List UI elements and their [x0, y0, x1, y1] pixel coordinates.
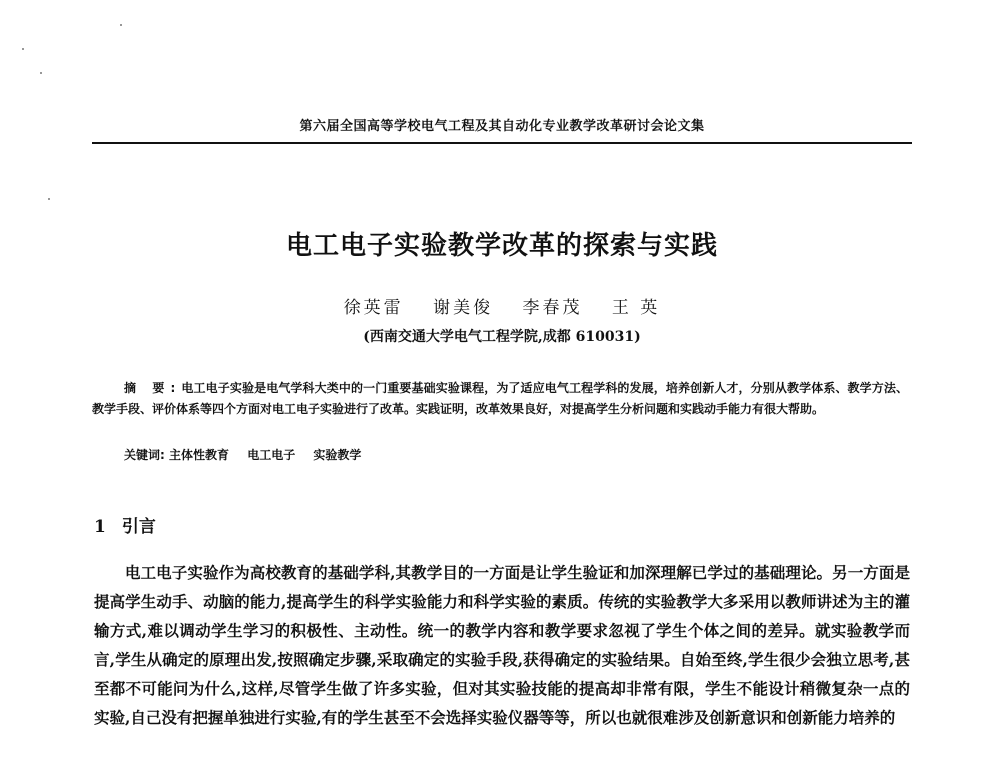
section-heading — [94, 515, 156, 539]
paper-title: 电工电子实验教学改革的探索与实践 — [285, 231, 718, 261]
abstract-text: 电工电子实验是电气学科大类中的一门重要基础实验课程，为了适应电气工程学科的发展，培养创新人才，分别从教学体系、教学方法、教学手段、评价体系等四个方面对电工电子实验进行了改革。实践证明，改革效果良好，对提高学生分析问题和实践动手能力有很大帮助。 — [92, 381, 908, 416]
author-affiliation: (西南交通大学电气工程学院,成都 610031) — [363, 329, 641, 345]
running-header: 第六届全国高等学校电气工程及其自动化专业教学改革研讨会论文集 — [92, 118, 912, 144]
keyword: 实验教学 — [313, 448, 362, 462]
author-name: 徐英雷 — [343, 298, 404, 318]
scan-speck — [22, 48, 24, 50]
section-title: 引言 — [121, 517, 156, 537]
author-name: 谢美俊 — [433, 298, 494, 318]
scan-speck — [120, 24, 122, 26]
body-paragraph: 电工电子实验作为高校教育的基础学科,其教学目的一方面是让学生验证和加深理解已学过的基础理论。另一方面是提高学生动手、动脑的能力,提高学生的科学实验能力和科学实验的素质。传统的实验教学大多采用以教师讲述为主的灌输方式,难以调动学生学习的积极性、主动性。统一的教学内容和教学要求忽视了学生个体之间的差异。就实验教学而言,学生从确定的原理出发,按照确定步骤,采取确定的实验手段,获得确定的实验结果。自始至终,学生很少会独立思考,甚至都不可能问为什么,这样,尽管学生做了许多实验，但对其实验技能的提高却非常有限，学生不能设计稍微复杂一点的实验,自己没有把握单独进行实验,有的学生甚至不会选择实验仪器等等，所以也就很难涉及创新意识和创新能力培养的 — [94, 563, 910, 727]
section-number: 1 — [94, 517, 106, 537]
abstract-label: 摘 要: — [124, 381, 182, 395]
keyword: 主体性教育 — [169, 448, 230, 462]
keywords — [124, 445, 904, 465]
author-name: 王 英 — [611, 298, 661, 318]
author-list — [92, 296, 912, 320]
abstract — [92, 378, 908, 420]
scan-speck — [40, 72, 42, 74]
author-name: 李春茂 — [522, 298, 583, 318]
keywords-label: 关键词: — [124, 448, 165, 462]
keyword: 电工电子 — [247, 448, 296, 462]
scan-speck — [48, 198, 50, 200]
